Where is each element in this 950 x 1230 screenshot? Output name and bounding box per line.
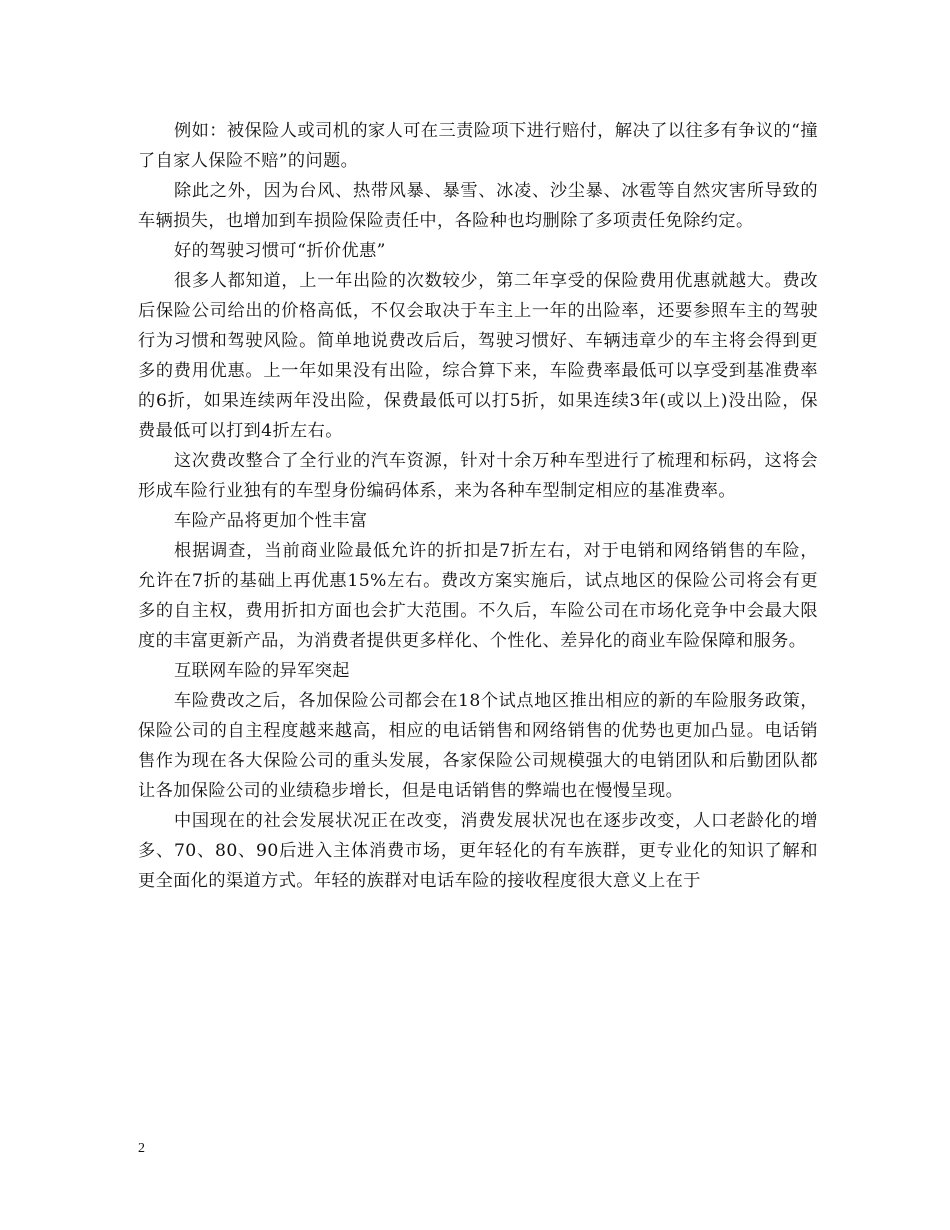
document-body	[138, 116, 818, 896]
paragraph: 很多人都知道，上一年出险的次数较少，第二年享受的保险费用优惠就越大。费改后保险公司给出的价格高低，不仅会取决于车主上一年的出险率，还要参照车主的驾驶行为习惯和驾驶风险。简单地说费改后后，驾驶习惯好、车辆违章少的车主将会得到更多的费用优惠。上一年如果没有出险，综合算下来，车险费率最低可以享受到基准费率的6折，如果连续两年没出险，保费最低可以打5折，如果连续3年(或以上)没出险，保费最低可以打到4折左右。	[138, 271, 818, 441]
section-heading: 车险产品将更加个性丰富	[174, 511, 368, 531]
paragraph: 除此之外，因为台风、热带风暴、暴雪、冰凌、沙尘暴、冰雹等自然灾害所导致的车辆损失，也增加到车损险保险责任中，各险种也均删除了多项责任免除约定。	[138, 181, 818, 231]
paragraph: 这次费改整合了全行业的汽车资源，针对十余万种车型进行了梳理和标码，这将会形成车险行业独有的车型身份编码体系，来为各种车型制定相应的基准费率。	[138, 451, 818, 501]
section-heading: 互联网车险的异军突起	[174, 661, 350, 681]
paragraph: 车险费改之后，各加保险公司都会在18个试点地区推出相应的新的车险服务政策，保险公司的自主程度越来越高，相应的电话销售和网络销售的优势也更加凸显。电话销售作为现在各大保险公司的重头发展，各家保险公司规模强大的电销团队和后勤团队都让各加保险公司的业绩稳步增长，但是电话销售的弊端也在慢慢呈现。	[138, 691, 818, 801]
paragraph: 根据调查，当前商业险最低允许的折扣是7折左右，对于电销和网络销售的车险，允许在7折的基础上再优惠15%左右。费改方案实施后，试点地区的保险公司将会有更多的自主权，费用折扣方面也会扩大范围。不久后，车险公司在市场化竞争中会最大限度的丰富更新产品，为消费者提供更多样化、个性化、差异化的商业车险保障和服务。	[138, 541, 818, 651]
page-number: 2	[138, 1141, 145, 1156]
section-heading: 好的驾驶习惯可“折价优惠”	[174, 241, 386, 261]
paragraph: 例如：被保险人或司机的家人可在三责险项下进行赔付，解决了以往多有争议的“撞了自家人保险不赔”的问题。	[138, 121, 818, 171]
paragraph: 中国现在的社会发展状况正在改变，消费发展状况也在逐步改变，人口老龄化的增多、70、80、90后进入主体消费市场，更年轻化的有车族群，更专业化的知识了解和更全面化的渠道方式。年轻的族群对电话车险的接收程度很大意义上在于	[138, 811, 818, 891]
